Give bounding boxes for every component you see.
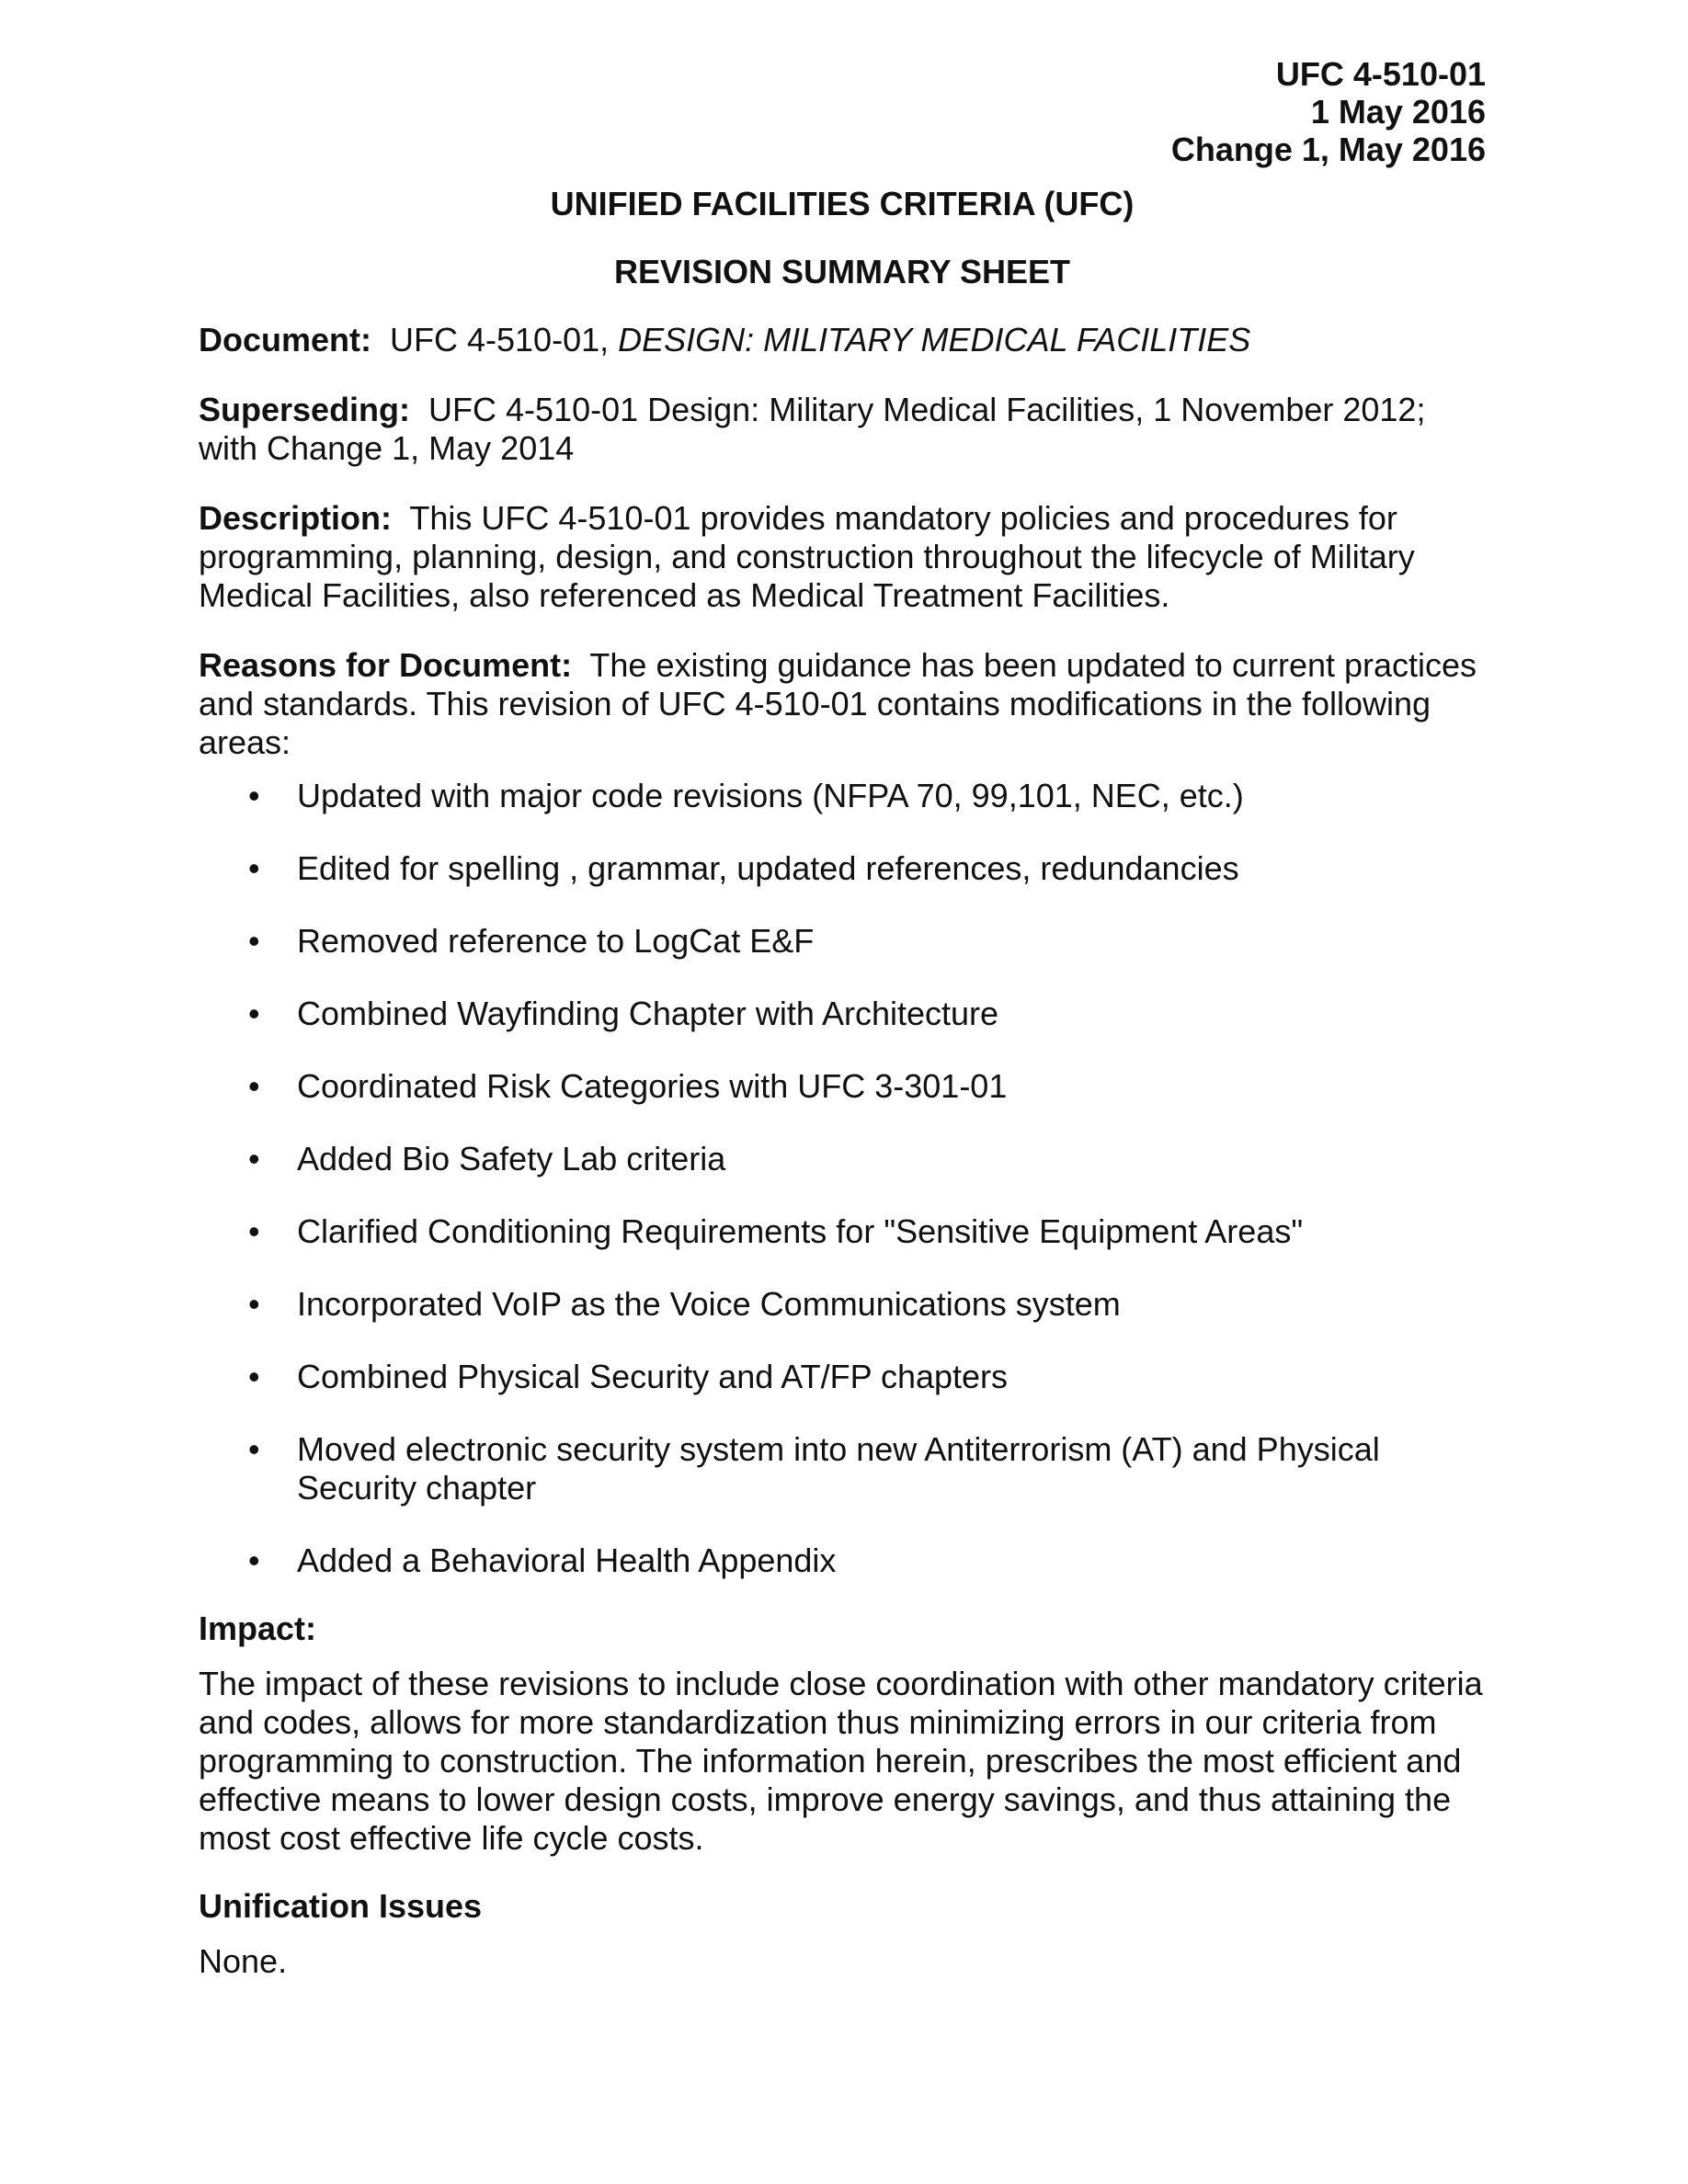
list-item-text: Coordinated Risk Categories with UFC 3-301-01 [297, 1067, 1008, 1105]
unification-text: None. [199, 1942, 288, 1980]
bullet-icon: • [248, 1067, 260, 1105]
document-number: UFC 4-510-01, [390, 321, 610, 358]
list-item-text: Added a Behavioral Health Appendix [297, 1541, 837, 1579]
list-item-text: Added Bio Safety Lab criteria [297, 1140, 726, 1177]
list-item-text: Incorporated VoIP as the Voice Communications system [297, 1285, 1121, 1323]
list-item-text: Updated with major code revisions (NFPA 70, 99,101, NEC, etc.) [297, 777, 1244, 814]
document-page [199, 55, 1486, 1981]
list-item [199, 1430, 1486, 1507]
list-item [199, 1541, 1486, 1580]
list-item [199, 1285, 1486, 1324]
description-label: Description: [199, 499, 393, 537]
impact-text: The impact of these revisions to include close coordination with other mandatory criteria and codes, allows for more standardization thus minimizing errors in our criteria from programming to construction. The information herein, prescribes the most efficient and effective means to lower design costs, improve energy savings, and thus attaining the most cost effective life cycle costs. [199, 1665, 1483, 1857]
bullet-icon: • [248, 1541, 260, 1579]
document-line [199, 321, 1486, 359]
reasons-paragraph [199, 646, 1486, 762]
header-change: Change 1, May 2016 [1170, 131, 1486, 168]
list-item-text: Removed reference to LogCat E&F [297, 922, 815, 960]
list-item [199, 922, 1486, 961]
list-item [199, 849, 1486, 888]
superseding-paragraph [199, 391, 1486, 468]
list-item [199, 995, 1486, 1033]
bullet-icon: • [248, 922, 260, 960]
impact-heading: Impact: [199, 1610, 317, 1647]
list-item-text: Edited for spelling , grammar, updated references, redundancies [297, 849, 1239, 887]
list-item [199, 1358, 1486, 1396]
list-item [199, 1067, 1486, 1106]
list-item [199, 1212, 1486, 1251]
superseding-text: UFC 4-510-01 Design: Military Medical Facilities, 1 November 2012; with Change 1, May 2014 [199, 391, 1426, 467]
bullet-icon: • [248, 1430, 260, 1468]
bullet-icon: • [248, 1212, 260, 1250]
list-item [199, 777, 1486, 815]
unification-heading: Unification Issues [199, 1887, 483, 1925]
list-item-text: Combined Wayfinding Chapter with Architecture [297, 995, 999, 1032]
header-doc-number: UFC 4-510-01 [1275, 55, 1486, 93]
header-date: 1 May 2016 [1310, 93, 1486, 131]
list-item [199, 1140, 1486, 1178]
document-label: Document: [199, 321, 371, 358]
bullet-icon: • [248, 1140, 260, 1177]
list-item-text: Clarified Conditioning Requirements for "Sensitive Equipment Areas" [297, 1212, 1304, 1250]
bullet-icon: • [248, 777, 260, 814]
document-title: DESIGN: MILITARY MEDICAL FACILITIES [618, 321, 1251, 358]
list-item-text: Combined Physical Security and AT/FP chapters [297, 1358, 1009, 1395]
reasons-list [199, 777, 1486, 1580]
bullet-icon: • [248, 849, 260, 887]
superseding-label: Superseding: [199, 391, 411, 428]
document-header [199, 55, 1486, 168]
main-title: UNIFIED FACILITIES CRITERIA (UFC) [550, 185, 1135, 222]
bullet-icon: • [248, 1358, 260, 1395]
description-paragraph [199, 499, 1486, 615]
sub-title: REVISION SUMMARY SHEET [613, 253, 1071, 290]
bullet-icon: • [248, 995, 260, 1032]
reasons-text: The existing guidance has been updated to current practices and standards. This revision of UFC 4-510-01 contains modifications in the following areas: [199, 646, 1477, 761]
description-text: This UFC 4-510-01 provides mandatory policies and procedures for programming, planning, design, and construction throughout the lifecycle of Military Medical Facilities, also referenced as Medical Treatment Facilities. [199, 499, 1415, 614]
bullet-icon: • [248, 1285, 260, 1323]
reasons-label: Reasons for Document: [199, 646, 573, 684]
list-item-text: Moved electronic security system into new Antiterrorism (AT) and Physical Security chapter [297, 1430, 1380, 1507]
